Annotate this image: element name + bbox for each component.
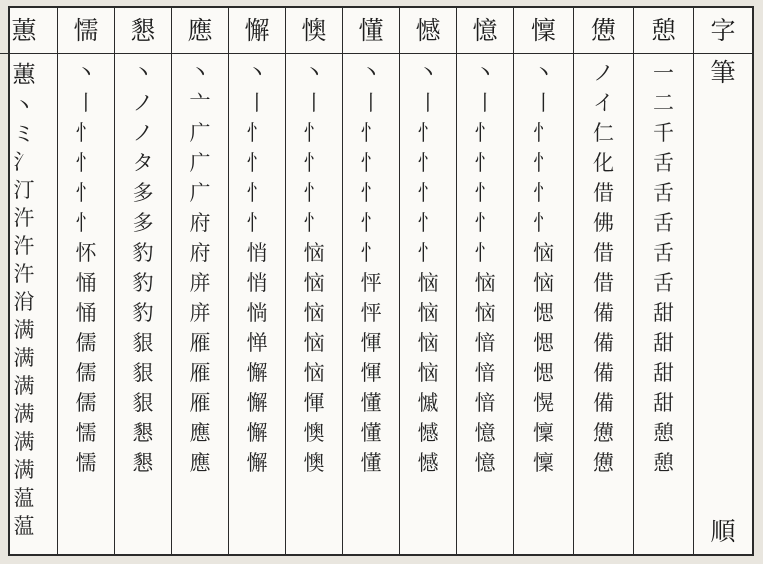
character-column	[228, 8, 285, 554]
stroke-step: 恼	[417, 301, 439, 325]
stroke-step: 貇	[132, 361, 154, 385]
stroke-step: 忄	[417, 181, 439, 205]
stroke-step: 忄	[246, 181, 268, 205]
label-column	[693, 8, 752, 554]
column-header	[58, 8, 114, 54]
stroke-step: 儒	[75, 391, 97, 415]
stroke-step: 愢	[533, 331, 554, 355]
stroke-step: 汻	[13, 262, 35, 286]
stroke-step: 丶	[474, 61, 496, 85]
stroke-step: 豹	[132, 271, 154, 295]
stroke-step: 多	[132, 181, 154, 205]
stroke-step: 汻	[13, 234, 35, 258]
stroke-step: 忄	[474, 211, 496, 235]
stroke-step: 慽	[417, 391, 439, 415]
column-header	[634, 8, 693, 54]
stroke-step: 丨	[474, 91, 496, 115]
character-column	[0, 8, 57, 554]
column-header-glyph: 憶	[472, 16, 498, 45]
character-column	[342, 8, 399, 554]
stroke-step: 恼	[303, 241, 325, 265]
stroke-step: ミ	[13, 122, 35, 146]
stroke-step: 懂	[360, 421, 382, 445]
stroke-step: 備	[593, 301, 614, 325]
stroke-step-list	[400, 54, 456, 554]
character-column	[573, 8, 633, 554]
stroke-step: 满	[13, 318, 35, 342]
stroke-step-list	[574, 54, 633, 554]
stroke-step: 满	[13, 374, 35, 398]
stroke-step: 广	[189, 121, 211, 145]
stroke-step: 悀	[75, 301, 97, 325]
stroke-step: 蕰	[13, 486, 35, 510]
stroke-step: 憾	[417, 421, 439, 445]
column-header	[229, 8, 285, 54]
character-column	[399, 8, 456, 554]
stroke-step: 忄	[75, 181, 97, 205]
stroke-step: 一	[653, 61, 674, 85]
stroke-step: 舌	[653, 211, 674, 235]
stroke-step: 丨	[360, 91, 382, 115]
column-header	[172, 8, 228, 54]
stroke-step: 憩	[653, 421, 674, 445]
label-column-body	[694, 54, 752, 554]
column-header-glyph: 憊	[590, 16, 616, 45]
paper-edge-right	[754, 0, 763, 564]
stroke-step: 忄	[246, 211, 268, 235]
stroke-step: 懈	[246, 361, 268, 385]
stroke-step: 舌	[653, 181, 674, 205]
stroke-step: 懇	[132, 451, 154, 475]
column-header-glyph: 憾	[415, 16, 441, 45]
stroke-step-list	[58, 54, 114, 554]
stroke-step: 忄	[303, 121, 325, 145]
stroke-step: 甜	[653, 361, 674, 385]
stroke-step: 恼	[417, 361, 439, 385]
stroke-step: 悄	[246, 241, 268, 265]
stroke-step: 丶	[303, 61, 325, 85]
stroke-step: 丨	[303, 91, 325, 115]
stroke-order-table	[8, 6, 754, 556]
column-header-glyph: 蕙	[11, 16, 37, 45]
character-column	[114, 8, 171, 554]
character-column	[171, 8, 228, 554]
column-header-glyph: 憩	[650, 16, 676, 45]
column-header-glyph: 懦	[73, 16, 99, 45]
stroke-step: 丶	[189, 61, 211, 85]
stroke-step: 懈	[246, 391, 268, 415]
stroke-step: 恼	[417, 271, 439, 295]
stroke-step: 雁	[189, 361, 211, 385]
stroke-step: 忄	[360, 181, 382, 205]
stroke-step: 氵	[13, 150, 35, 174]
stroke-step: 佛	[593, 211, 614, 235]
stroke-step-list	[229, 54, 285, 554]
stroke-step: 亠	[189, 91, 211, 115]
stroke-step: 懂	[360, 391, 382, 415]
stroke-step: 丨	[417, 91, 439, 115]
stroke-step: 丨	[246, 91, 268, 115]
stroke-step-list	[343, 54, 399, 554]
stroke-step: 應	[189, 421, 211, 445]
stroke-step: 恼	[474, 301, 496, 325]
stroke-step: 愢	[533, 361, 554, 385]
stroke-step: 忄	[533, 121, 554, 145]
stroke-step: 满	[13, 346, 35, 370]
stroke-step: 怦	[360, 301, 382, 325]
character-column	[57, 8, 114, 554]
stroke-step: 懂	[360, 451, 382, 475]
stroke-step: 儒	[75, 331, 97, 355]
stroke-step: 豹	[132, 301, 154, 325]
stroke-step: 忄	[474, 151, 496, 175]
stroke-step: 汀	[13, 178, 35, 202]
stroke-step: 應	[189, 451, 211, 475]
stroke-step: 二	[653, 91, 674, 115]
stroke-step: 忄	[533, 151, 554, 175]
stroke-step: 满	[13, 458, 35, 482]
stroke-step: 甜	[653, 331, 674, 355]
stroke-step: 恼	[533, 241, 554, 265]
stroke-step: 甜	[653, 301, 674, 325]
stroke-step: 广	[189, 181, 211, 205]
column-header	[115, 8, 171, 54]
column-header-glyph: 懍	[530, 16, 556, 45]
column-subheader-glyph: 蕙	[12, 61, 36, 88]
stroke-step: 忄	[360, 241, 382, 265]
stroke-step: 庰	[189, 301, 211, 325]
stroke-step: 丶	[75, 61, 97, 85]
stroke-step: 恼	[417, 331, 439, 355]
stroke-step: 丨	[75, 91, 97, 115]
stroke-step: 忄	[246, 121, 268, 145]
stroke-step: 庰	[189, 271, 211, 295]
stroke-step: 丶	[360, 61, 382, 85]
stroke-step: 借	[593, 181, 614, 205]
stroke-step: 忄	[533, 181, 554, 205]
stroke-step-list	[172, 54, 228, 554]
stroke-step: 怀	[75, 241, 97, 265]
stroke-step: 憩	[653, 451, 674, 475]
stroke-step: 化	[593, 151, 614, 175]
stroke-step: 恼	[303, 271, 325, 295]
stroke-step: 忄	[303, 151, 325, 175]
stroke-step: 懊	[303, 451, 325, 475]
stroke-step: 惲	[360, 361, 382, 385]
stroke-step: 仁	[593, 121, 614, 145]
stroke-step: 貇	[132, 331, 154, 355]
stroke-step: 懈	[246, 451, 268, 475]
stroke-step: 蕰	[13, 514, 35, 538]
stroke-step: 恼	[474, 271, 496, 295]
stroke-step-list	[286, 54, 342, 554]
stroke-step: 憊	[593, 451, 614, 475]
stroke-step: 丶	[13, 94, 35, 118]
stroke-step: 忄	[303, 181, 325, 205]
label-column-header	[694, 8, 752, 54]
column-header	[514, 8, 573, 54]
stroke-step: 忄	[75, 151, 97, 175]
stroke-step: 忄	[360, 151, 382, 175]
stroke-step: 忄	[303, 211, 325, 235]
stroke-step: 恼	[533, 271, 554, 295]
stroke-step: 借	[593, 271, 614, 295]
column-header	[0, 8, 57, 54]
stroke-step: 儒	[75, 361, 97, 385]
stroke-step: 忄	[75, 121, 97, 145]
stroke-step: 广	[189, 151, 211, 175]
stroke-step: 備	[593, 361, 614, 385]
stroke-step: タ	[132, 151, 154, 175]
stroke-step-list	[115, 54, 171, 554]
character-column	[633, 8, 693, 554]
stroke-step: 忄	[417, 211, 439, 235]
stroke-step: 舌	[653, 271, 674, 295]
stroke-step: 悄	[246, 271, 268, 295]
stroke-step: 愔	[474, 331, 496, 355]
stroke-step-list	[634, 54, 693, 554]
label-column-header-glyph: 字	[710, 16, 736, 45]
stroke-step: 豹	[132, 241, 154, 265]
stroke-step: 愢	[533, 301, 554, 325]
stroke-step: 懍	[533, 421, 554, 445]
column-header	[400, 8, 456, 54]
stroke-step: 府	[189, 211, 211, 235]
stroke-step: 忄	[474, 181, 496, 205]
stroke-step: 丨	[533, 91, 554, 115]
stroke-step: 懦	[75, 451, 97, 475]
stroke-step: 怦	[360, 271, 382, 295]
stroke-step-list	[514, 54, 573, 554]
stroke-step: 雁	[189, 391, 211, 415]
stroke-step: 借	[593, 241, 614, 265]
stroke-step: 忄	[246, 151, 268, 175]
stroke-step: 多	[132, 211, 154, 235]
stroke-step: 甜	[653, 391, 674, 415]
stroke-step: 惲	[360, 331, 382, 355]
column-header	[574, 8, 633, 54]
stroke-step: 洕	[13, 290, 35, 314]
column-header-glyph: 懊	[301, 16, 327, 45]
stroke-step: 懦	[75, 421, 97, 445]
stroke-step: 恼	[303, 331, 325, 355]
stroke-step: 舌	[653, 241, 674, 265]
column-header	[343, 8, 399, 54]
column-header-glyph: 懂	[358, 16, 384, 45]
column-header-glyph: 應	[187, 16, 213, 45]
stroke-step: ノ	[593, 61, 614, 85]
stroke-step: 悀	[75, 271, 97, 295]
stroke-step: 懊	[303, 421, 325, 445]
stroke-step: 忄	[533, 211, 554, 235]
character-column	[285, 8, 342, 554]
stroke-step: 備	[593, 391, 614, 415]
paper-edge-bottom	[0, 556, 763, 564]
stroke-step: 忄	[360, 121, 382, 145]
label-top: 筆	[710, 58, 736, 87]
column-header	[457, 8, 513, 54]
stroke-step: 懍	[533, 451, 554, 475]
stroke-step: 憊	[593, 421, 614, 445]
stroke-step: 恼	[303, 361, 325, 385]
stroke-step: 满	[13, 402, 35, 426]
stroke-step: 惝	[246, 301, 268, 325]
stroke-step: 惮	[246, 331, 268, 355]
stroke-step: 憶	[474, 421, 496, 445]
character-column	[513, 8, 573, 554]
stroke-step: 千	[653, 121, 674, 145]
stroke-step: ノ	[132, 121, 154, 145]
stroke-step: 府	[189, 241, 211, 265]
character-column	[456, 8, 513, 554]
column-header	[286, 8, 342, 54]
stroke-step: 忄	[474, 121, 496, 145]
stroke-step: 懇	[132, 421, 154, 445]
stroke-step: 惲	[303, 391, 325, 415]
stroke-step: 雁	[189, 331, 211, 355]
stroke-step: ノ	[132, 91, 154, 115]
stroke-step: 恼	[303, 301, 325, 325]
stroke-step: 满	[13, 430, 35, 454]
stroke-step: 愔	[474, 361, 496, 385]
stroke-step: 丶	[533, 61, 554, 85]
stroke-step: 愔	[474, 391, 496, 415]
stroke-step: イ	[593, 91, 614, 115]
column-header-glyph: 懇	[130, 16, 156, 45]
stroke-step: 愰	[533, 391, 554, 415]
stroke-step: 忄	[417, 241, 439, 265]
stroke-step-list	[457, 54, 513, 554]
stroke-step: 憶	[474, 451, 496, 475]
stroke-step: 丶	[246, 61, 268, 85]
stroke-step: 舌	[653, 151, 674, 175]
stroke-step: 忄	[417, 121, 439, 145]
stroke-step-list	[0, 54, 57, 554]
column-header-glyph: 懈	[244, 16, 270, 45]
stroke-step: 憾	[417, 451, 439, 475]
stroke-step: 忄	[474, 241, 496, 265]
stroke-step: 汻	[13, 206, 35, 230]
label-bottom: 順	[710, 517, 736, 546]
stroke-step: 丶	[132, 61, 154, 85]
stroke-step: 懈	[246, 421, 268, 445]
stroke-step: 丶	[417, 61, 439, 85]
stroke-step: 忄	[417, 151, 439, 175]
stroke-step: 備	[593, 331, 614, 355]
stroke-step: 貇	[132, 391, 154, 415]
stroke-step: 忄	[75, 211, 97, 235]
stroke-step: 忄	[360, 211, 382, 235]
